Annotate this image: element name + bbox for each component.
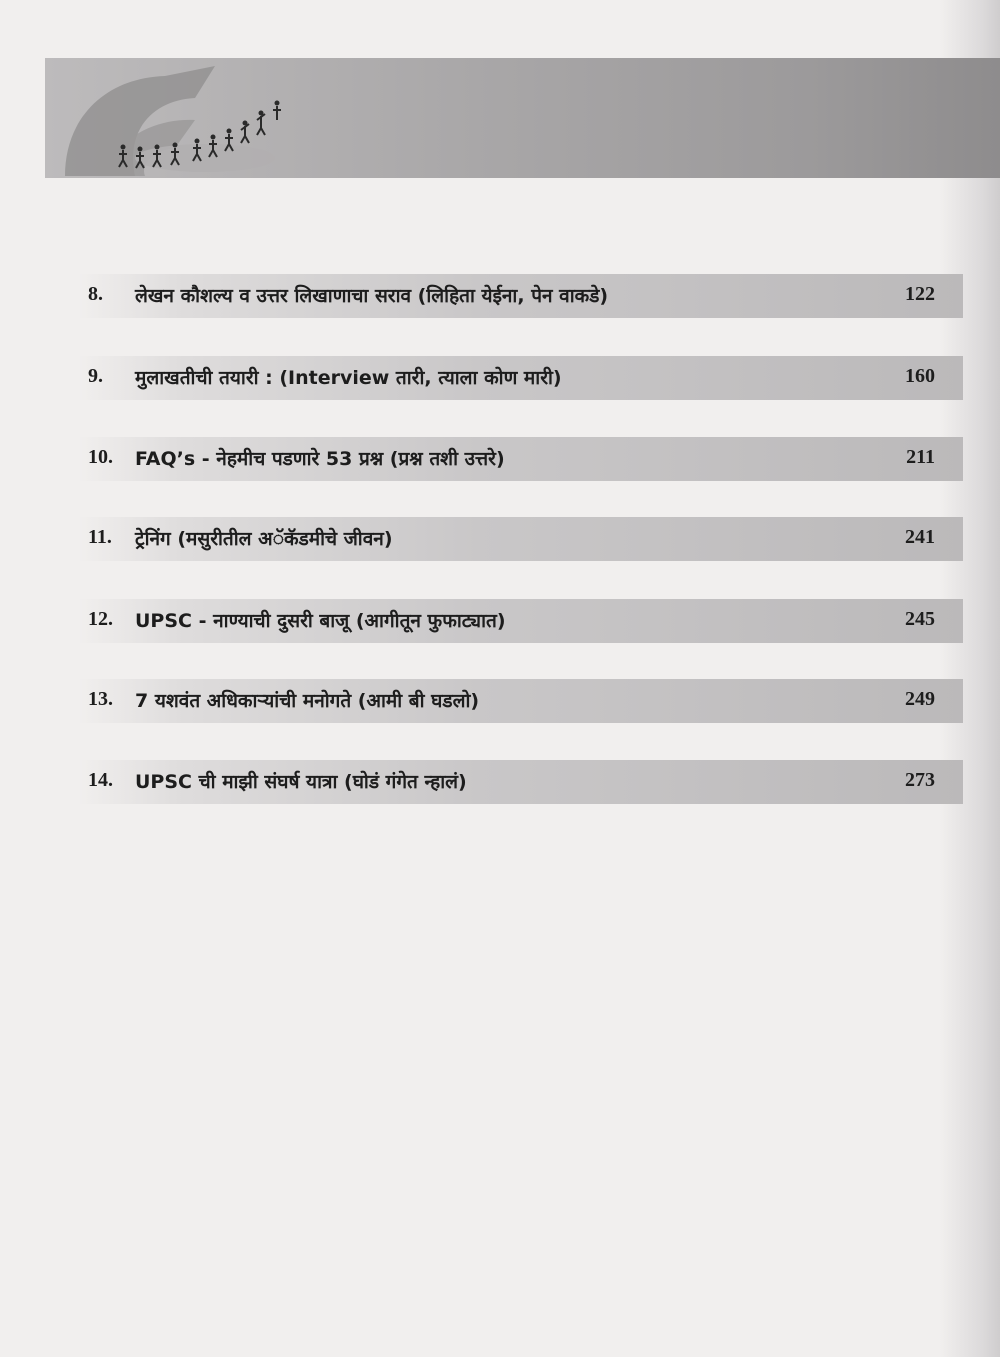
toc-entry-number: 8. (88, 283, 103, 305)
toc-entry-title: 7 यशवंत अधिकाऱ्यांची मनोगते (आमी बी घडलो) (135, 690, 480, 712)
toc-entry-page: 211 (906, 446, 935, 468)
toc-entry-page: 160 (905, 365, 935, 387)
header-banner (45, 58, 1000, 178)
toc-entry-number: 10. (88, 446, 113, 468)
toc-entry[interactable] (78, 517, 963, 561)
toc-entry-page: 273 (905, 769, 935, 791)
toc-entry-title: लेखन कौशल्य व उत्तर लिखाणाचा सराव (लिहिता येईना, पेन वाकडे) (135, 285, 609, 307)
toc-entry[interactable] (78, 679, 963, 723)
toc-entry-title: मुलाखतीची तयारी : (Interview तारी, त्याला कोण मारी) (135, 367, 562, 389)
toc-entry-number: 12. (88, 608, 113, 630)
toc-entry[interactable] (78, 760, 963, 804)
toc-entry[interactable] (78, 437, 963, 481)
climbing-figures-illustration (45, 58, 305, 178)
toc-entry-page: 249 (905, 688, 935, 710)
toc-entry-number: 13. (88, 688, 113, 710)
toc-entry-number: 11. (88, 526, 112, 548)
toc-entry-title: ट्रेनिंग (मसुरीतील अॅकॅडमीचे जीवन) (135, 528, 393, 550)
toc-entry-title: UPSC ची माझी संघर्ष यात्रा (घोडं गंगेत न्हालं) (135, 771, 467, 793)
toc-entry-title: UPSC - नाण्याची दुसरी बाजू (आगीतून फुफाट्यात) (135, 610, 506, 632)
toc-entry-page: 245 (905, 608, 935, 630)
toc-entry-number: 9. (88, 365, 103, 387)
toc-entry-title: FAQ’s - नेहमीच पडणारे 53 प्रश्न (प्रश्न तशी उत्तरे) (135, 448, 505, 470)
toc-entry[interactable] (78, 356, 963, 400)
toc-entry-page: 122 (905, 283, 935, 305)
toc-entry-number: 14. (88, 769, 113, 791)
toc-entry[interactable] (78, 599, 963, 643)
toc-entry[interactable] (78, 274, 963, 318)
toc-entry-page: 241 (905, 526, 935, 548)
